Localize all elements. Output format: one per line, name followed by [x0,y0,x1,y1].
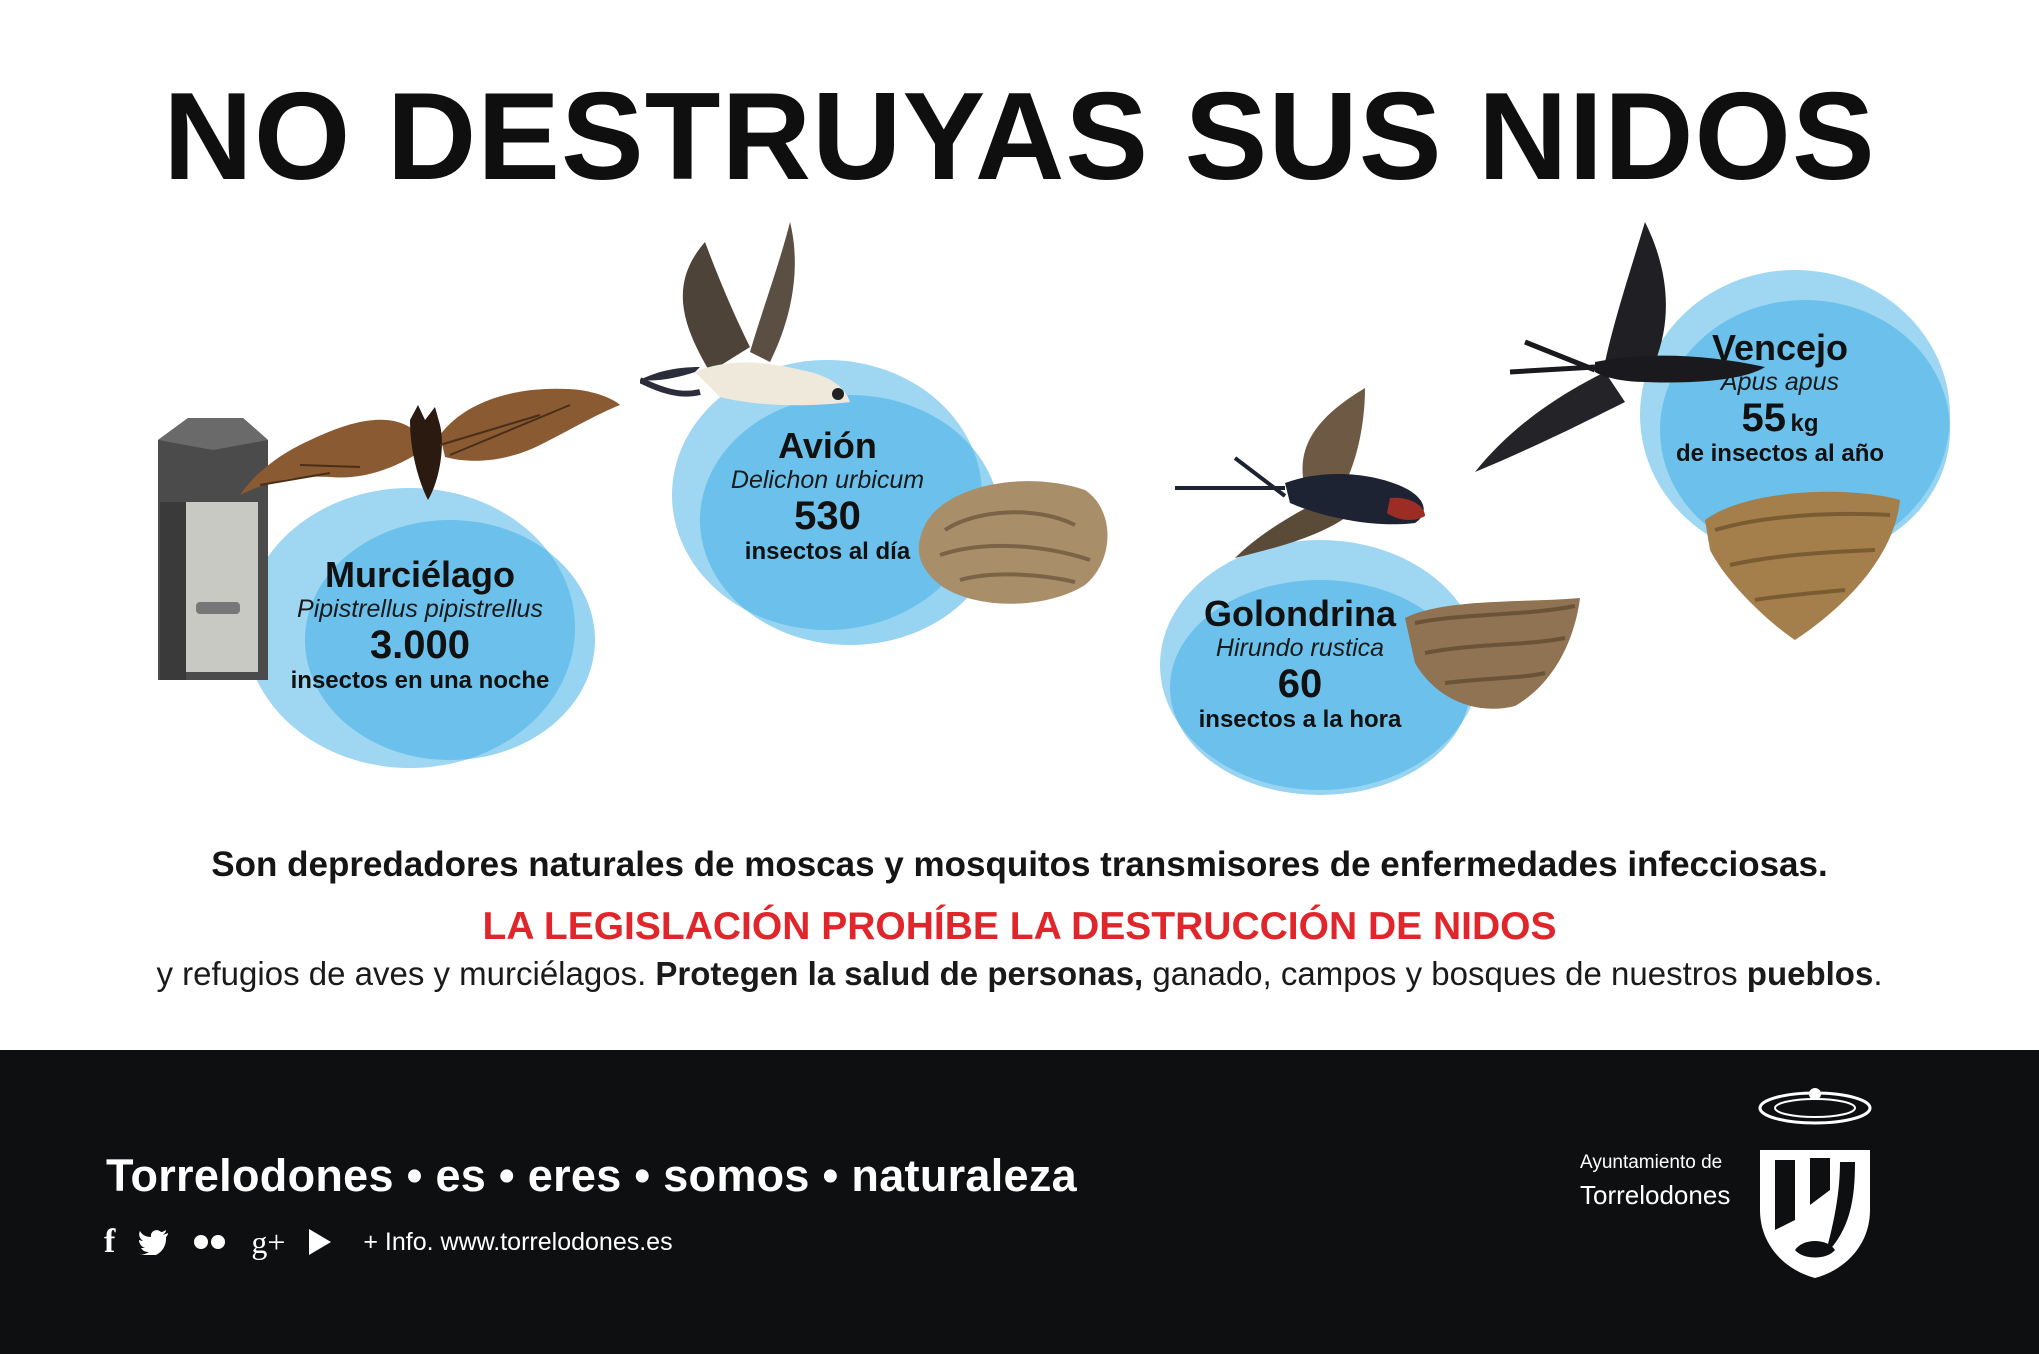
species-number: 60 [1277,662,1323,707]
message-line-3-part-a: y refugios de aves y murciélagos. [156,955,656,992]
species-description: insectos en una noche [290,667,550,695]
barn-swallow-image [1175,388,1455,558]
flickr-icon[interactable] [193,1234,227,1250]
species-description: insectos al día [744,538,911,566]
twitter-icon[interactable] [139,1229,169,1255]
species-name: Vencejo [1711,327,1849,368]
google-plus-icon[interactable]: g+ [251,1223,286,1260]
town-coat-of-arms-logo [1755,1080,1875,1280]
species-number: 3.000 [369,623,471,668]
species-card-golondrina [1165,594,1435,734]
species-card-vencejo [1655,328,1905,468]
poster-title: NO DESTRUYAS SUS NIDOS [163,68,1876,206]
species-number: 530 [794,494,861,539]
species-scientific-name: Apus apus [1720,368,1840,397]
species-name: Avión [778,425,877,466]
footer-slogan: Torrelodones • es • eres • somos • naturaleza [106,1150,1078,1201]
legislation-headline: LA LEGISLACIÓN PROHÍBE LA DESTRUCCIÓN DE NIDOS [482,905,1557,948]
species-number: 55 [1741,396,1787,441]
footer-band [0,1050,2039,1354]
species-card-avion [685,426,970,566]
message-line-3-part-d: pueblos [1746,955,1874,992]
facebook-icon[interactable]: f [104,1223,116,1260]
bat-image [240,385,620,515]
message-line-3-part-e: . [1873,955,1883,992]
species-unit: kg [1790,410,1819,438]
species-description: insectos a la hora [1198,706,1402,734]
species-card-murcielago [255,555,585,695]
org-name-line-2: Torrelodones [1580,1180,1731,1210]
youtube-play-icon[interactable] [309,1229,331,1255]
swift-nest-image [1705,490,1905,645]
species-name: Golondrina [1204,593,1396,634]
species-scientific-name: Delichon urbicum [730,466,925,495]
house-martin-image [640,222,870,412]
message-line-1: Son depredadores naturales de moscas y mosquitos transmisores de enfermedades infecciosas. [211,845,1828,884]
more-info-link[interactable]: + Info. www.torrelodones.es [363,1227,673,1256]
message-line-3-part-b: Protegen la salud de personas, [655,955,1144,992]
species-name: Murciélago [324,554,516,595]
species-scientific-name: Hirundo rustica [1215,634,1385,663]
org-name-line-1: Ayuntamiento de [1580,1152,1723,1173]
message-line-3-part-c: ganado, campos y bosques de nuestros [1143,955,1747,992]
species-description: de insectos al año [1675,440,1885,468]
species-scientific-name: Pipistrellus pipistrellus [297,595,543,624]
social-links [104,1222,673,1262]
message-line-3 [0,955,2039,993]
